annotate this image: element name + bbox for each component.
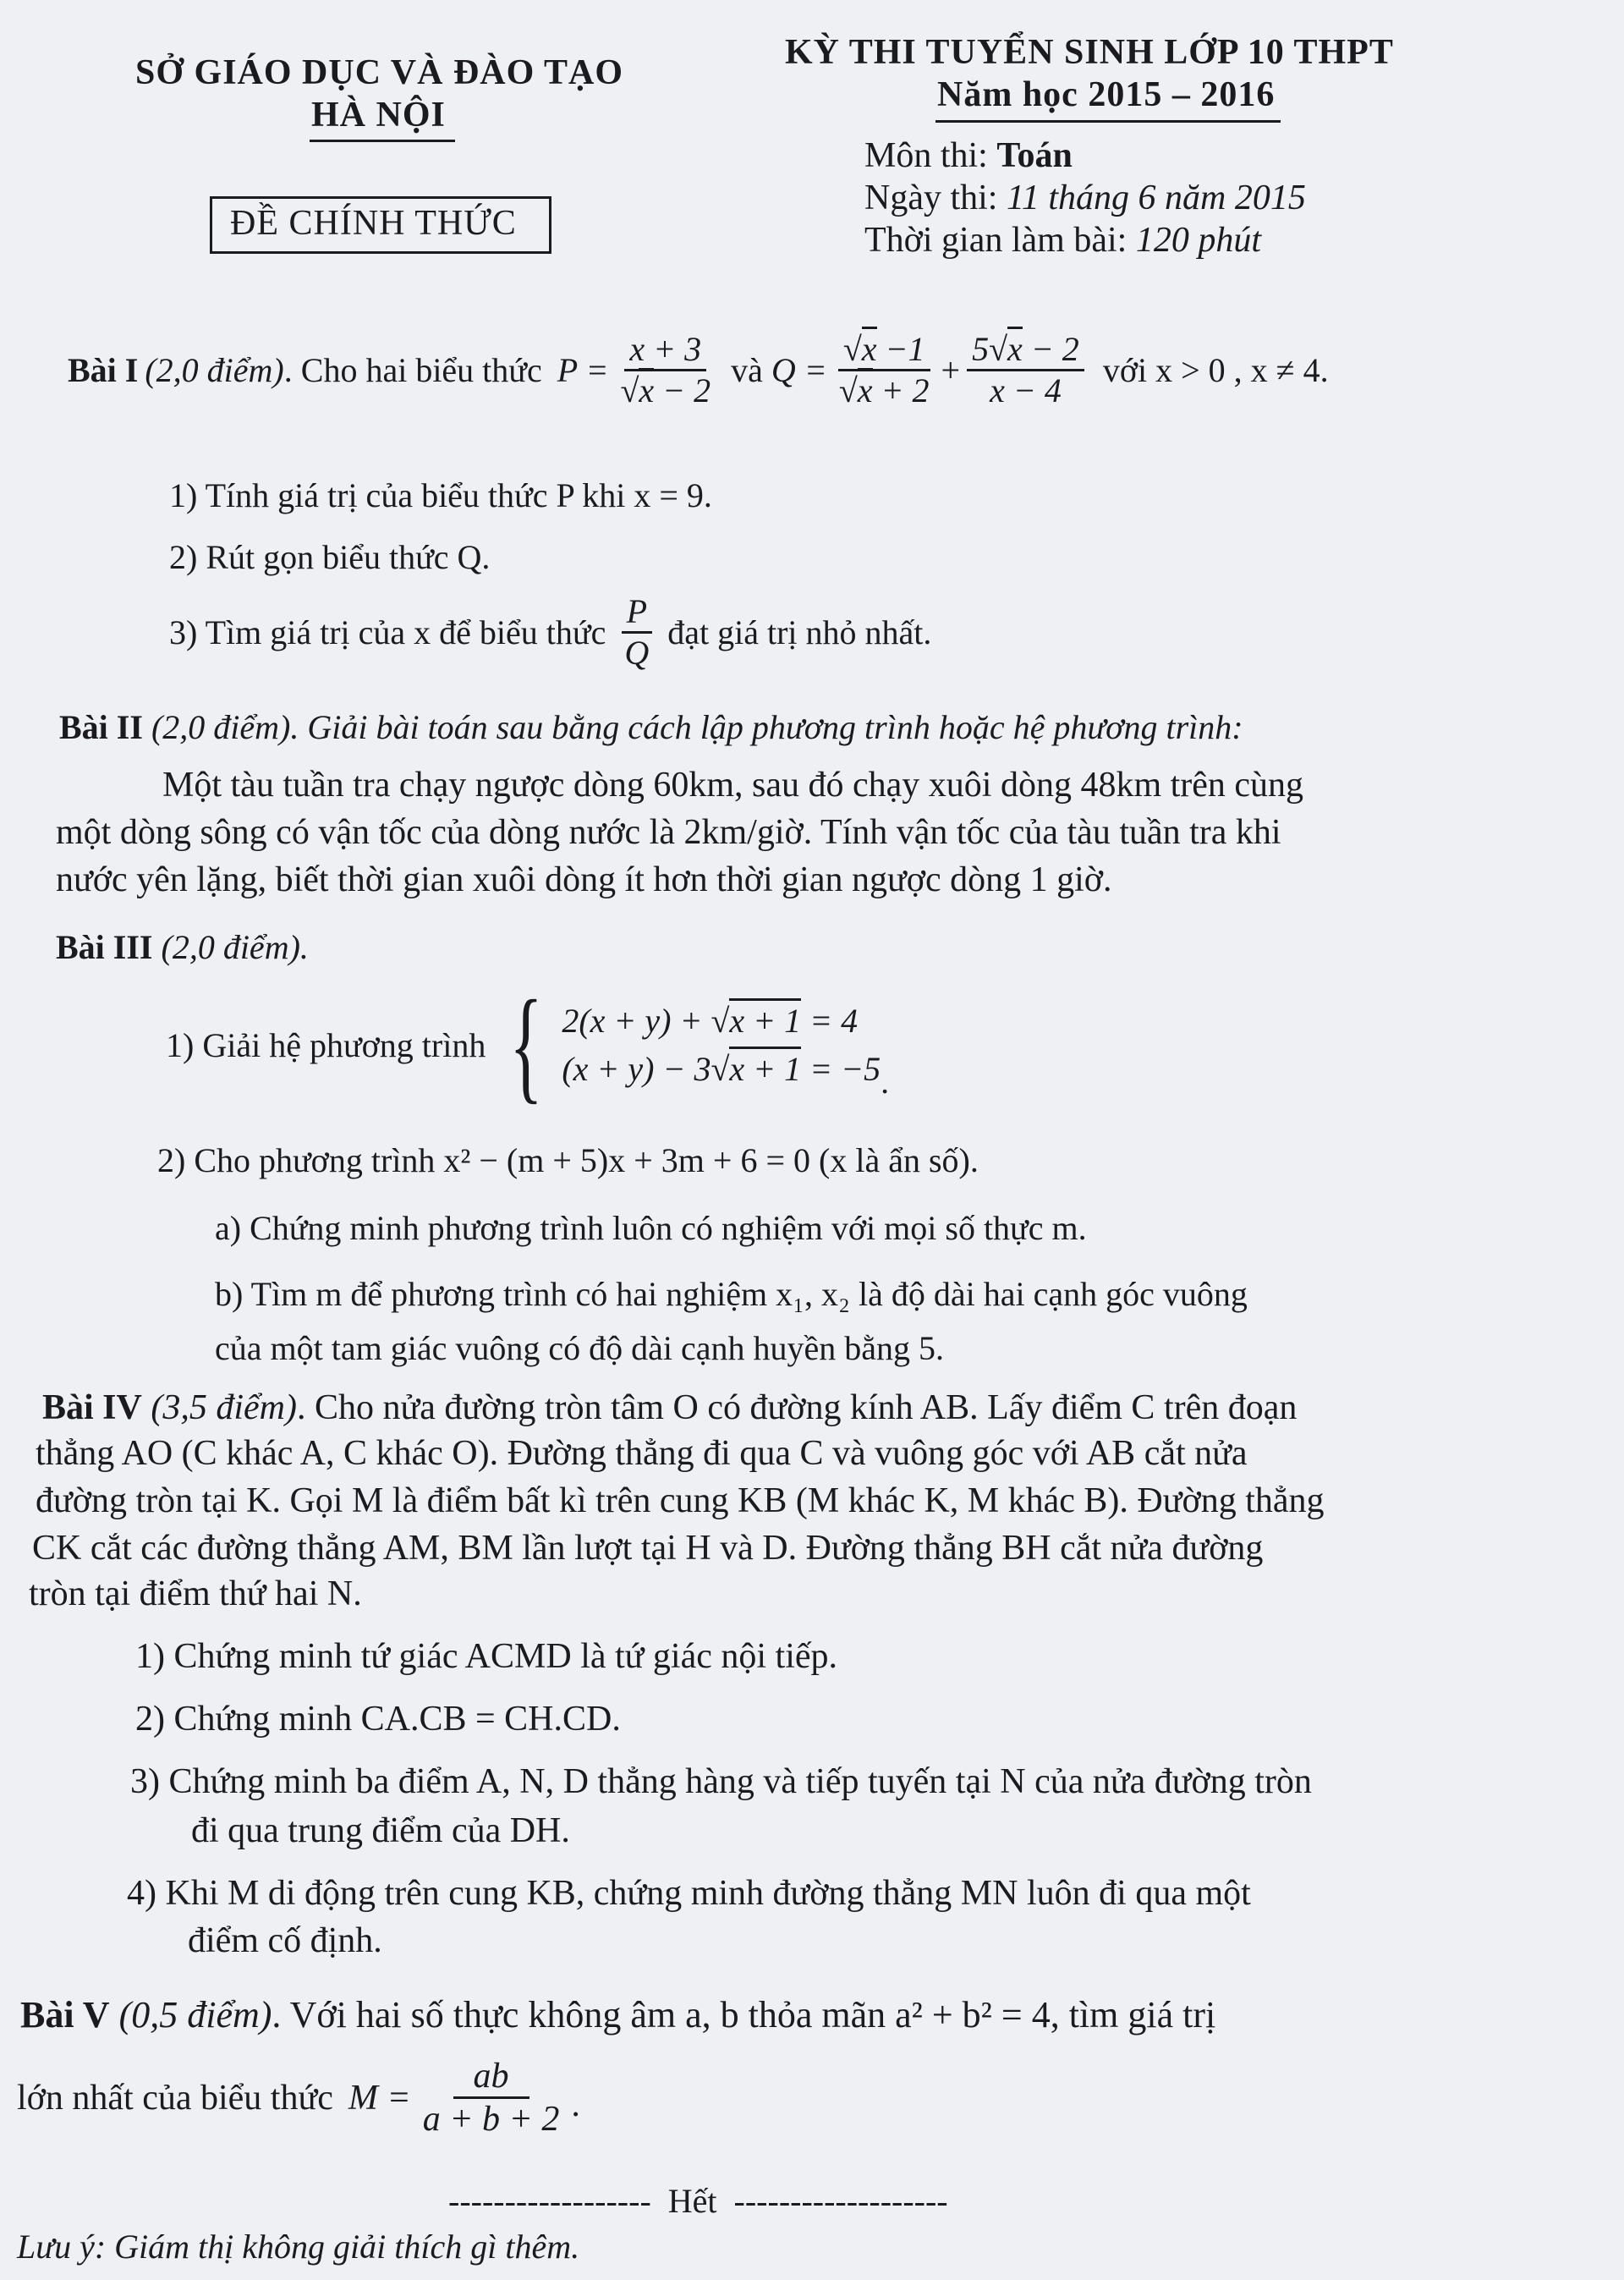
- bai4-line4: CK cắt các đường thẳng AM, BM lần lượt tại H và D. Đường thẳng BH cắt nửa đường: [32, 1529, 1264, 1568]
- bai1-item3-pre: 3) Tìm giá trị của x để biểu thức: [169, 613, 606, 651]
- time-line: [864, 220, 1261, 261]
- bai3-item2b-line2: của một tam giác vuông có độ dài cạnh huyền bằng 5.: [215, 1329, 944, 1367]
- p-denominator: √x − 2: [615, 371, 716, 410]
- q1-num-rest: −1: [876, 330, 925, 368]
- q-lhs: Q =: [771, 351, 827, 389]
- time-label: Thời gian làm bài:: [864, 221, 1136, 260]
- bai4-item4-line1: 4) Khi M di động trên cung KB, chứng minh đường thẳng MN luôn đi qua một: [127, 1874, 1251, 1913]
- date-label: Ngày thi:: [864, 179, 1007, 217]
- eq2-pre: (x + y) − 3: [562, 1050, 711, 1088]
- bai2-heading: [59, 707, 1243, 747]
- q2-numerator: 5√x − 2: [967, 330, 1084, 371]
- bai5-title: Bài V: [20, 1994, 110, 2036]
- plus-sign: +: [941, 351, 961, 389]
- bai1-item1: 1) Tính giá trị của biểu thức P khi x = 9.: [169, 476, 712, 514]
- eq1-pre: 2(x + y) +: [562, 1002, 711, 1040]
- subject-value: Toán: [996, 136, 1073, 175]
- bai4-title: Bài IV: [42, 1388, 142, 1427]
- department-city: HÀ NỘI: [311, 96, 446, 135]
- pq-denominator: Q: [624, 634, 650, 672]
- end-marker: [448, 2181, 948, 2221]
- bai4-item4-line2: điểm cố định.: [188, 1921, 382, 1960]
- pq-fraction: [619, 592, 654, 673]
- bai3-item2: 2) Cho phương trình x² − (m + 5)x + 3m + 6 = 0 (x là ẩn số).: [157, 1141, 979, 1179]
- bai5-text2: lớn nhất của biểu thức: [17, 2078, 333, 2118]
- bai2-title: Bài II: [59, 708, 143, 746]
- time-value: 120 phút: [1135, 221, 1261, 260]
- exam-title: KỲ THI TUYỂN SINH LỚP 10 THPT: [785, 33, 1394, 72]
- bai2-line2: một dòng sông có vận tốc của dòng nước là 2km/giờ. Tính vận tốc của tàu tuần tra khi: [56, 813, 1281, 852]
- date-value: 11 tháng 6 năm 2015: [1006, 179, 1306, 217]
- bai4-line5: tròn tại điểm thứ hai N.: [29, 1574, 362, 1613]
- official-label: ĐỀ CHÍNH THỨC: [230, 204, 517, 243]
- system-end: .: [881, 1063, 890, 1101]
- system-eq2: (x + y) − 3√x + 1 = −5: [562, 1049, 881, 1089]
- q2-denominator: x − 4: [990, 371, 1062, 409]
- bai1-intro: . Cho hai biểu thức: [283, 351, 542, 389]
- and-word: và: [731, 351, 763, 389]
- city-underline: [310, 140, 455, 142]
- eq1-radicand: x + 1: [729, 998, 801, 1040]
- bai4-line1: [42, 1387, 1297, 1428]
- q1-denominator: √x + 2: [834, 371, 935, 410]
- bai4-item2: 2) Chứng minh CA.CB = CH.CD.: [135, 1700, 621, 1739]
- date-line: [864, 178, 1306, 218]
- bai1-item3-post: đạt giá trị nhỏ nhất.: [667, 613, 932, 651]
- m-fraction: [418, 2056, 565, 2140]
- q2-num-radicand: x: [1007, 327, 1023, 368]
- eq2-post: = −5: [801, 1050, 881, 1088]
- p-den-radicand: x: [639, 368, 654, 409]
- bai5-text1: . Với hai số thực không âm a, b thỏa mãn a² + b² = 4, tìm giá trị: [272, 1994, 1216, 2036]
- q1-den-radicand: x: [858, 368, 873, 409]
- eq2-radicand: x + 1: [729, 1047, 801, 1088]
- q1-numerator: √x −1: [838, 330, 930, 371]
- end-dashes-left: ------------------: [448, 2182, 651, 2220]
- bai5-line1: [20, 1993, 1215, 2036]
- bai1-condition: với x > 0 , x ≠ 4.: [1102, 351, 1329, 389]
- footer-note: Lưu ý: Giám thị không giải thích gì thêm.: [17, 2228, 580, 2266]
- p-den-rest: − 2: [654, 371, 711, 409]
- bai2-instruction: . Giải bài toán sau bằng cách lập phương trình hoặc hệ phương trình:: [290, 708, 1243, 746]
- bai3-heading: [56, 927, 309, 967]
- bai4-line3: đường tròn tại K. Gọi M là điểm bất kì trên cung KB (M khác K, M khác B). Đường thẳng: [36, 1481, 1325, 1520]
- bai3-points: (2,0 điểm).: [161, 928, 309, 966]
- m-end: .: [571, 2085, 580, 2124]
- bai3-item1: [166, 975, 890, 1115]
- bai4-item3-line1: 3) Chứng minh ba điểm A, N, D thẳng hàng và tiếp tuyến tại N của nửa đường tròn: [130, 1762, 1312, 1801]
- m-numerator: ab: [453, 2056, 529, 2099]
- bai3-item2a: a) Chứng minh phương trình luôn có nghiệm với mọi số thực m.: [215, 1209, 1087, 1247]
- eq1-post: = 4: [801, 1002, 859, 1040]
- bai2-line1: Một tàu tuần tra chạy ngược dòng 60km, sau đó chạy xuôi dòng 48km trên cùng: [162, 766, 1304, 805]
- bai4-item3-line2: đi qua trung điểm của DH.: [191, 1811, 570, 1850]
- bai1-item3: [169, 592, 931, 673]
- department-name: SỞ GIÁO DỤC VÀ ĐÀO TẠO: [135, 53, 624, 92]
- bai1-points: (2,0 điểm): [145, 351, 284, 389]
- system-lines: [562, 1001, 881, 1089]
- system-eq1: 2(x + y) + √x + 1 = 4: [562, 1001, 881, 1041]
- p-numerator: x + 3: [624, 330, 706, 371]
- bai4-item1: 1) Chứng minh tứ giác ACMD là tứ giác nội tiếp.: [135, 1637, 838, 1676]
- q1-den-rest: + 2: [872, 371, 930, 409]
- bai3-title: Bài III: [56, 928, 153, 966]
- p-lhs: P =: [557, 351, 609, 389]
- pq-numerator: P: [622, 592, 652, 634]
- bai4-line2: thẳng AO (C khác A, C khác O). Đường thẳng đi qua C và vuông góc với AB cắt nửa: [36, 1434, 1248, 1473]
- bai5-line2: [17, 2056, 580, 2140]
- q2-num-rest: − 2: [1022, 330, 1079, 368]
- equation-system: [496, 975, 890, 1115]
- p-fraction: [615, 330, 716, 410]
- end-word: Hết: [667, 2182, 717, 2220]
- bai4-points: (3,5 điểm): [151, 1388, 297, 1427]
- q2-num-coef: 5: [972, 330, 990, 368]
- subject-line: [864, 135, 1073, 176]
- subject-label: Môn thi:: [864, 136, 997, 175]
- q-fraction-2: [967, 330, 1084, 410]
- bai1-statement: [68, 330, 1329, 410]
- m-lhs: M =: [348, 2078, 411, 2118]
- q1-num-radicand: x: [862, 327, 877, 368]
- year-underline: [935, 120, 1281, 123]
- bai5-points: (0,5 điểm): [118, 1994, 272, 2036]
- bai3-item1-pre: 1) Giải hệ phương trình: [166, 1025, 486, 1064]
- bai2-points: (2,0 điểm): [151, 708, 291, 746]
- m-denominator: a + b + 2: [422, 2100, 560, 2140]
- bai4-text1: . Cho nửa đường tròn tâm O có đường kính AB. Lấy điểm C trên đoạn: [296, 1388, 1298, 1427]
- bai3-item2b-line1: b) Tìm m để phương trình có hai nghiệm x₁, x₂ là độ dài hai cạnh góc vuông: [215, 1275, 1248, 1313]
- bai1-title: Bài I: [68, 351, 139, 389]
- q-fraction-1: [834, 330, 935, 410]
- end-dashes-right: -------------------: [733, 2182, 948, 2220]
- bai2-line3: nước yên lặng, biết thời gian xuôi dòng ít hơn thời gian ngược dòng 1 giờ.: [56, 860, 1112, 899]
- system-brace: {: [509, 975, 544, 1115]
- school-year: Năm học 2015 – 2016: [937, 75, 1276, 114]
- bai1-item2: 2) Rút gọn biểu thức Q.: [169, 538, 491, 576]
